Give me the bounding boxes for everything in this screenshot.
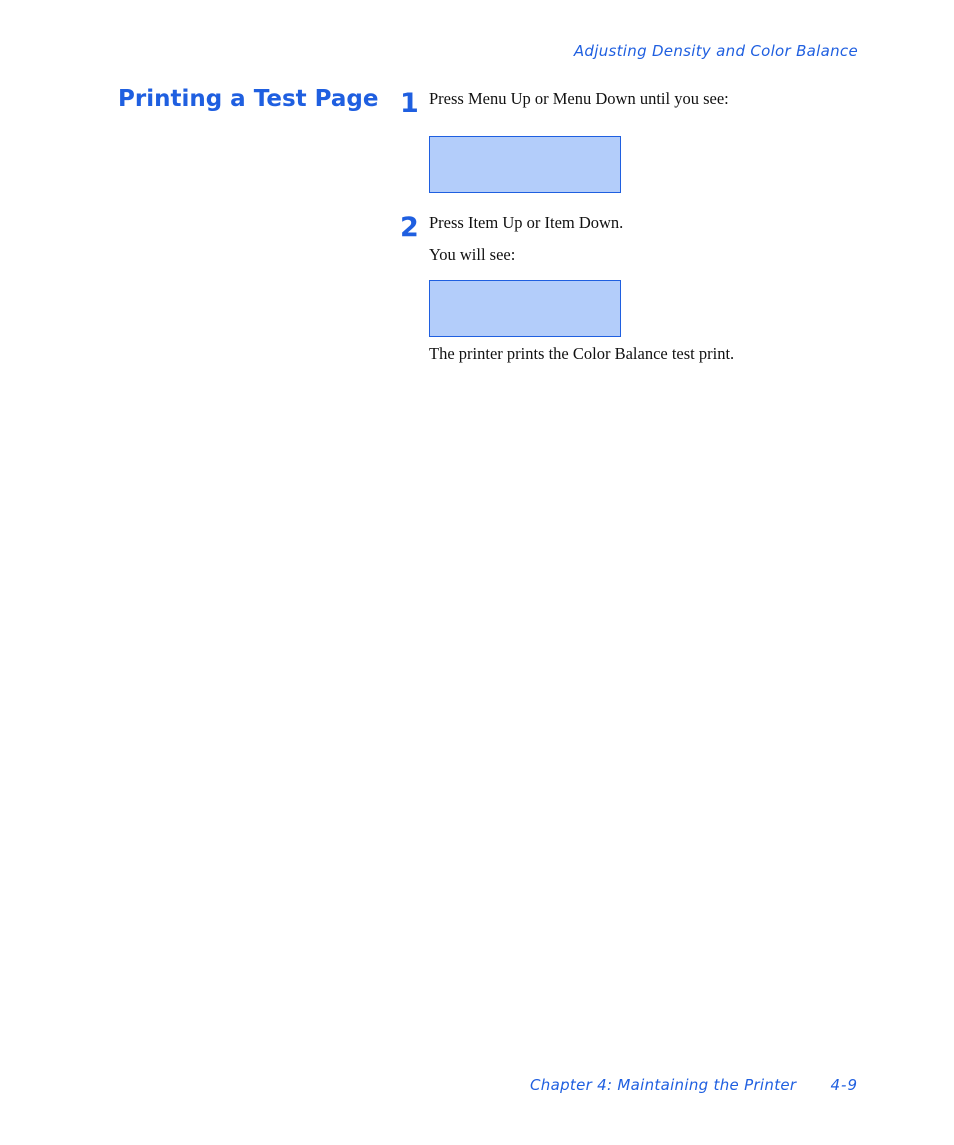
page-number: 4-9 bbox=[830, 1076, 858, 1094]
lcd-display-1 bbox=[429, 136, 621, 193]
section-title: Printing a Test Page bbox=[118, 86, 379, 112]
step-2-text: Press Item Up or Item Down. bbox=[429, 213, 624, 232]
step-1-number: 1 bbox=[400, 88, 419, 119]
result-text: The printer prints the Color Balance test print. bbox=[429, 344, 735, 363]
running-header: Adjusting Density and Color Balance bbox=[573, 42, 858, 60]
footer-chapter: Chapter 4: Maintaining the Printer bbox=[530, 1076, 797, 1094]
step-2-number: 2 bbox=[400, 212, 419, 243]
step-2-subtext: You will see: bbox=[429, 245, 516, 264]
lcd-display-2 bbox=[429, 280, 621, 337]
step-1-text: Press Menu Up or Menu Down until you see: bbox=[429, 89, 729, 108]
